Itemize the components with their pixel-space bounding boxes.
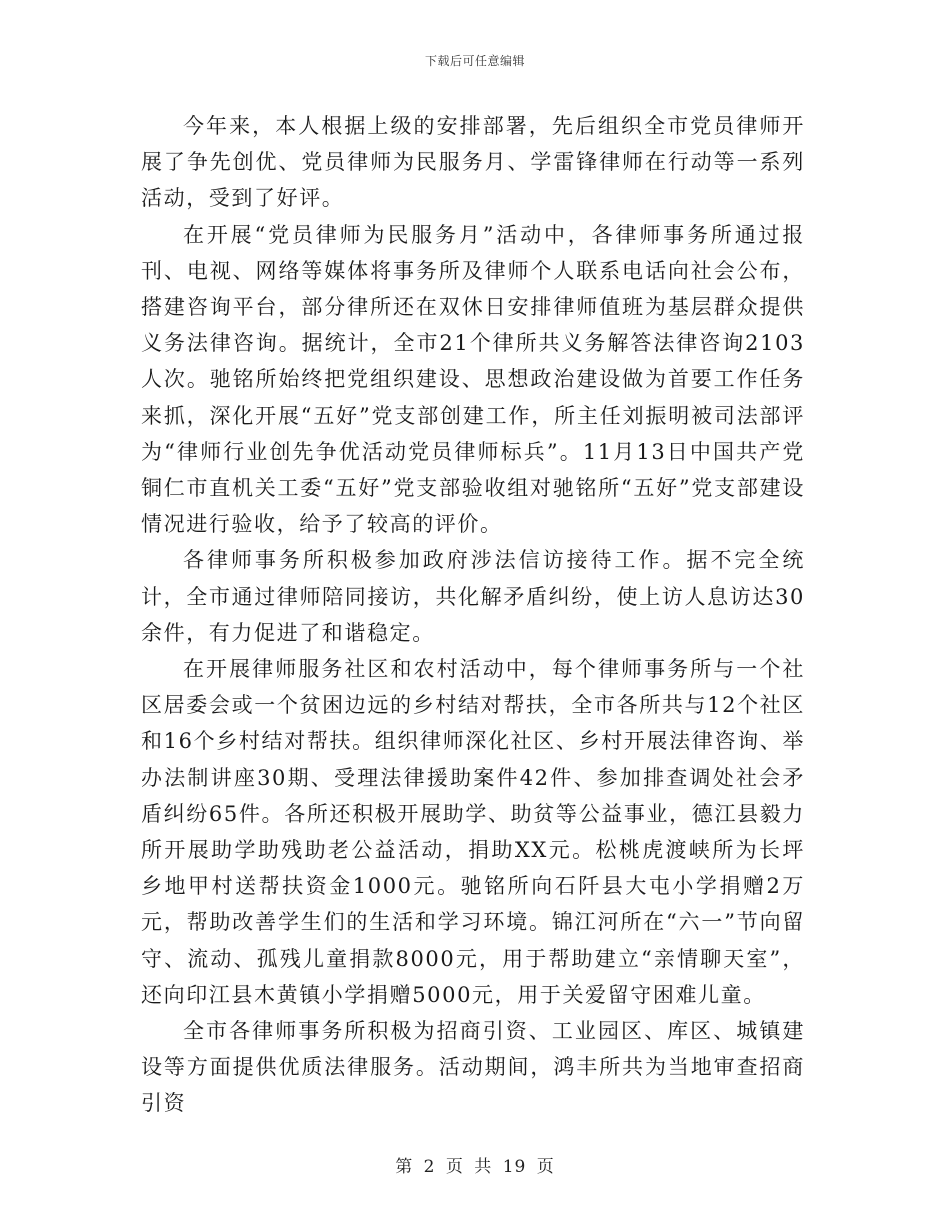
paragraph: 今年来，本人根据上级的安排部署，先后组织全市党员律师开展了争先创优、党员律师为民服务月、学雷锋律师在行动等一系列活动，受到了好评。 (141, 114, 805, 211)
document-body (141, 108, 805, 1122)
page-header-note: 下载后可任意编辑 (424, 54, 525, 68)
paragraph: 在开展“党员律师为民服务月”活动中，各律师事务所通过报刊、电视、网络等媒体将事务所及律师个人联系电话向社会公布，搭建咨询平台，部分律所还在双休日安排律师值班为基层群众提供义务法律咨询。据统计，全市21个律所共义务解答法律咨询2103人次。驰铭所始终把党组织建设、思想政治建设做为首要工作任务来抓，深化开展“五好”党支部创建工作，所主任刘振明被司法部评为“律师行业创先争优活动党员律师标兵”。11月13日中国共产党铜仁市直机关工委“五好”党支部验收组对驰铭所“五好”党支部建设情况进行验收，给予了较高的评价。 (141, 222, 805, 537)
paragraph: 全市各律师事务所积极为招商引资、工业园区、库区、城镇建设等方面提供优质法律服务。活动期间，鸿丰所共为当地审查招商引资 (141, 1019, 805, 1116)
paragraph: 各律师事务所积极参加政府涉法信访接待工作。据不完全统计，全市通过律师陪同接访，共化解矛盾纠纷，使上访人息访达30余件，有力促进了和谐稳定。 (141, 548, 805, 645)
page-number: 第 2 页 共 19 页 (395, 1157, 555, 1177)
paragraph: 在开展律师服务社区和农村活动中，每个律师事务所与一个社区居委会或一个贫困边远的乡村结对帮扶，全市各所共与12个社区和16个乡村结对帮扶。组织律师深化社区、乡村开展法律咨询、举办法制讲座30期、受理法律援助案件42件、参加排查调处社会矛盾纠纷65件。各所还积极开展助学、助贫等公益事业，德江县毅力所开展助学助残助老公益活动，捐助XX元。松桃虎渡峡所为长坪乡地甲村送帮扶资金1000元。驰铭所向石阡县大屯小学捐赠2万元，帮助改善学生们的生活和学习环境。锦江河所在“六一”节向留守、流动、孤残儿童捐款8000元，用于帮助建立“亲情聊天室”，还向印江县木黄镇小学捐赠5000元，用于关爱留守困难儿童。 (141, 657, 806, 1007)
